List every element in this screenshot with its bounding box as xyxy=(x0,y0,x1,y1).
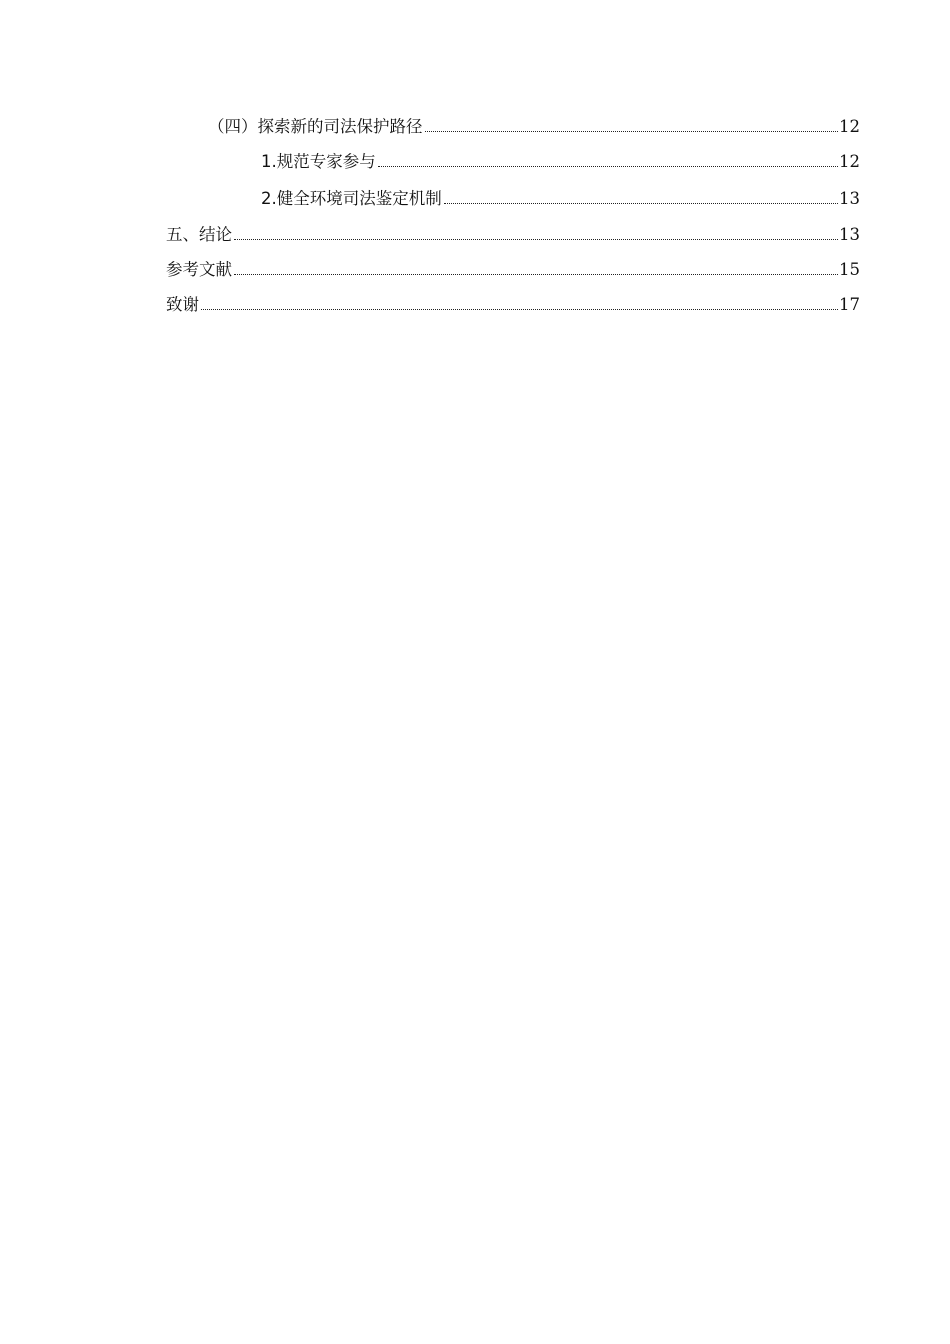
toc-entry-acknowledgements[interactable] xyxy=(166,291,860,315)
toc-page-number: 17 xyxy=(839,295,860,314)
toc-page-number: 12 xyxy=(839,117,860,136)
toc-dot-leader xyxy=(234,239,838,240)
toc-page-number: 15 xyxy=(839,260,860,279)
toc-dot-leader xyxy=(425,131,839,132)
toc-entry-number: 1. xyxy=(261,152,277,171)
toc-entry-forensic-mechanism[interactable] xyxy=(261,185,860,209)
toc-dot-leader xyxy=(378,166,838,167)
toc-entry-title: 致谢 xyxy=(166,295,199,314)
toc-entry-exploring-new-judicial-paths[interactable] xyxy=(208,113,860,137)
toc-entry-title: （四）探索新的司法保护路径 xyxy=(208,117,423,136)
toc-entry-title: 五、结论 xyxy=(166,225,232,244)
toc-page-number: 13 xyxy=(839,225,860,244)
toc-entry-text: 健全环境司法鉴定机制 xyxy=(276,189,442,208)
toc-entry-title xyxy=(261,189,442,209)
toc-page-number: 12 xyxy=(839,152,860,171)
toc-entry-text: 规范专家参与 xyxy=(276,152,376,171)
toc-entry-expert-participation[interactable] xyxy=(261,148,860,172)
toc-page-number: 13 xyxy=(839,189,860,208)
toc-entry-number: 2. xyxy=(261,189,277,208)
toc-dot-leader xyxy=(444,203,838,204)
toc-entry-references[interactable] xyxy=(166,256,860,280)
toc-entry-title xyxy=(261,152,376,172)
toc-entry-title: 参考文献 xyxy=(166,260,232,279)
toc-dot-leader xyxy=(201,309,838,310)
toc-entry-conclusion[interactable] xyxy=(166,221,860,245)
toc-dot-leader xyxy=(234,274,838,275)
